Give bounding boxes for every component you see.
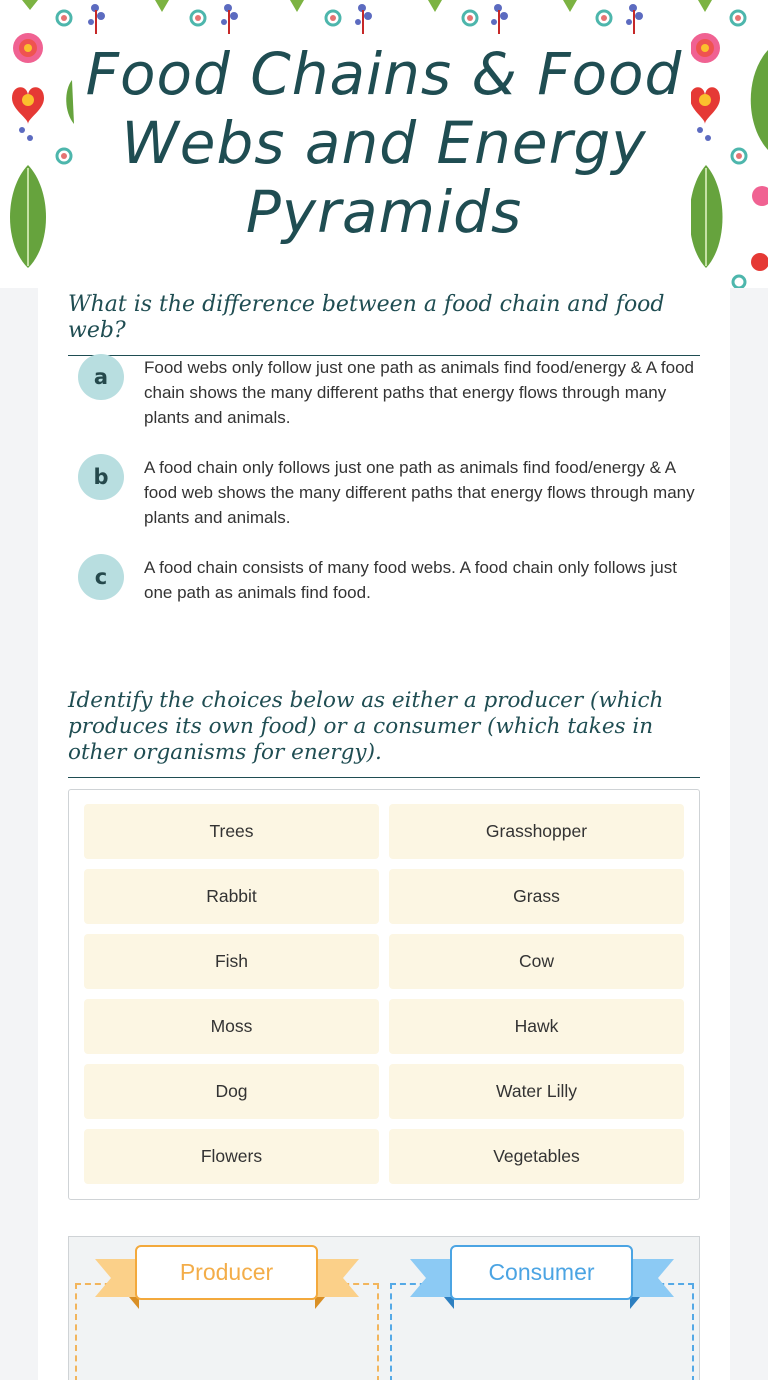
consumer-bin-label: Consumer: [450, 1245, 633, 1300]
drag-card[interactable]: Trees: [84, 804, 379, 859]
option-text: A food chain only follows just one path as animals find food/energy & A food web shows the many different paths that energy flows through many plants and animals.: [144, 458, 695, 527]
left-column-motifs: [10, 33, 74, 268]
producer-bin-label: Producer: [135, 1245, 318, 1300]
title-card: [77, 40, 691, 262]
sortable-card-pool: [68, 789, 700, 1200]
drag-card[interactable]: Flowers: [84, 1129, 379, 1184]
page-title: Food Chains & Food Webs and Energy Pyramids: [85, 40, 683, 246]
header-banner: [0, 0, 768, 288]
drag-card[interactable]: Cow: [389, 934, 684, 989]
right-column-motifs: [690, 33, 768, 288]
option-text: Food webs only follow just one path as animals find food/energy & A food chain shows the many different paths that energy flows through many plants and animals.: [144, 358, 695, 427]
question-2-prompt: Identify the choices below as either a producer (which produces its own food) or a consumer (which takes in other organisms for energy).: [68, 688, 700, 778]
drag-card[interactable]: Vegetables: [389, 1129, 684, 1184]
worksheet: [38, 288, 730, 1380]
option-letter-bubble[interactable]: c: [78, 554, 124, 600]
drag-card[interactable]: Grass: [389, 869, 684, 924]
drag-card[interactable]: Fish: [84, 934, 379, 989]
answer-option-c[interactable]: [78, 554, 702, 605]
answer-option-b[interactable]: [78, 454, 702, 530]
option-letter-bubble[interactable]: a: [78, 354, 124, 400]
drag-card[interactable]: Rabbit: [84, 869, 379, 924]
drag-card[interactable]: Dog: [84, 1064, 379, 1119]
question-1-prompt: What is the difference between a food chain and food web?: [68, 292, 700, 356]
drag-card[interactable]: Hawk: [389, 999, 684, 1054]
option-letter-bubble[interactable]: b: [78, 454, 124, 500]
option-text: A food chain consists of many food webs. A food chain only follows just one path as animals find food.: [144, 558, 677, 602]
top-row-motifs: [22, 0, 745, 34]
drag-card[interactable]: Water Lilly: [389, 1064, 684, 1119]
sorting-bins-area: [68, 1236, 700, 1380]
drag-card[interactable]: Moss: [84, 999, 379, 1054]
answer-option-a[interactable]: [78, 354, 702, 430]
drag-card[interactable]: Grasshopper: [389, 804, 684, 859]
